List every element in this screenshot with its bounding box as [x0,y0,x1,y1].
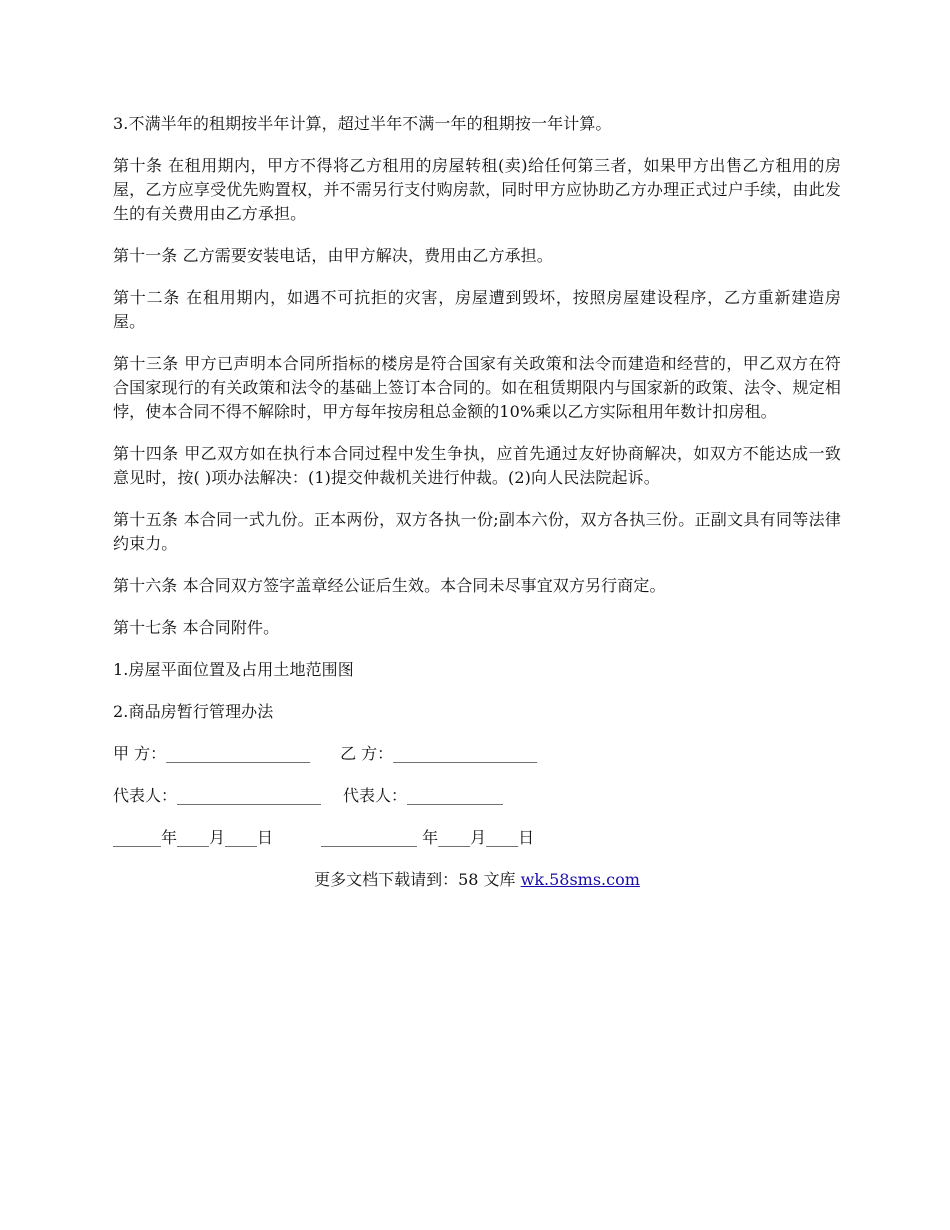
attachment-item: 1.房屋平面位置及占用土地范围图 [113,660,354,679]
document-body [113,112,841,892]
party-b-field: 乙 方：__________________ [340,744,538,763]
clause-paragraph: 第十七条 本合同附件。 [113,618,280,637]
clause-paragraph: 第十三条 甲方已声明本合同所指标的楼房是符合国家有关政策和法令而建造和经营的，甲乙双方在符合国家现行的有关政策和法令的基础上签订本合同的。如在租赁期限内与国家新的政策、法令、规定相悖，使本合同不得不解除时，甲方每年按房租总金额的10%乘以乙方实际租用年数计扣房租。 [113,354,841,421]
clause-paragraph: 第十五条 本合同一式九份。正本两份，双方各执一份;副本六份，双方各执三份。正副文具有同等法律约束力。 [113,510,841,553]
attachment-item: 2.商品房暂行管理办法 [113,702,274,721]
clause-paragraph: 第十一条 乙方需要安装电话，由甲方解决，费用由乙方承担。 [113,246,553,265]
rep-a-field: 代表人：__________________ [113,786,322,805]
clause-paragraph: 第十六条 本合同双方签字盖章经公证后生效。本合同未尽事宜双方另行商定。 [113,576,666,595]
date-row [113,826,841,850]
party-signature-row [113,742,841,766]
representative-row [113,784,841,808]
rep-b-field: 代表人：____________ [343,786,504,805]
footer-note [113,868,841,892]
clause-paragraph: 第十四条 甲乙双方如在执行本合同过程中发生争执，应首先通过友好协商解决，如双方不能达成一致意见时，按( )项办法解决：(1)提交仲裁机关进行仲裁。(2)向人民法院起诉。 [113,444,841,487]
party-a-field: 甲 方：__________________ [113,744,311,763]
footer-text: 更多文档下载请到：58 文库 [314,870,521,889]
footer-link[interactable]: wk.58sms.com [520,870,640,889]
clause-paragraph: 第十二条 在租用期内，如遇不可抗拒的灾害，房屋遭到毁坏，按照房屋建设程序，乙方重新建造房屋。 [113,288,841,331]
clause-paragraph: 第十条 在租用期内，甲方不得将乙方租用的房屋转租(卖)给任何第三者，如果甲方出售乙方租用的房屋，乙方应享受优先购置权，并不需另行支付购房款，同时甲方应协助乙方办理正式过户手续，由此发生的有关费用由乙方承担。 [113,156,841,223]
date-a-field: ______年____月____日 [113,828,274,847]
date-b-field: ____________ 年____月____日 [321,828,535,847]
clause-paragraph: 3.不满半年的租期按半年计算，超过半年不满一年的租期按一年计算。 [113,114,612,133]
